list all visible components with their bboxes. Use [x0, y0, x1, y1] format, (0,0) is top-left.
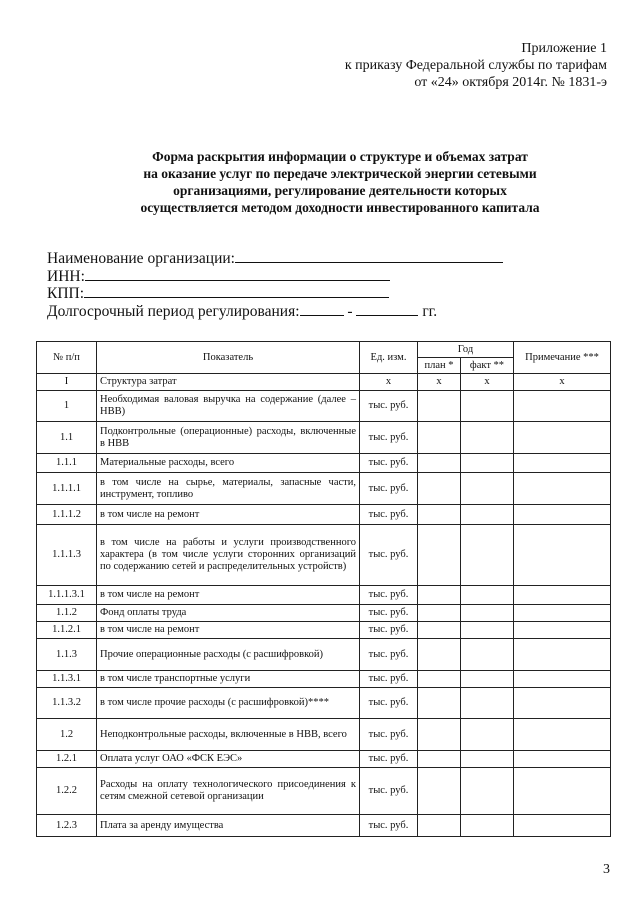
- inn-label: ИНН:: [47, 267, 85, 285]
- appendix-line-2: к приказу Федеральной службы по тарифам: [344, 58, 607, 73]
- row-note: [514, 751, 611, 768]
- row-indicator: Прочие операционные расходы (с расшифровкой): [97, 639, 360, 671]
- header-fact: факт **: [461, 358, 514, 374]
- row-unit: тыс. руб.: [360, 422, 418, 454]
- row-indicator: Неподконтрольные расходы, включенные в НВВ, всего: [97, 719, 360, 751]
- row-fact: [461, 525, 514, 586]
- row-num: 1.1.1.3.1: [37, 586, 97, 605]
- row-indicator: Необходимая валовая выручка на содержание (далее – НВВ): [97, 391, 360, 422]
- row-fact: [461, 454, 514, 473]
- row-plan: [418, 391, 461, 422]
- row-plan: [418, 671, 461, 688]
- row-unit: тыс. руб.: [360, 454, 418, 473]
- table-row: [37, 473, 611, 505]
- row-indicator: в том числе на работы и услуги производственного характера (в том числе услуги сторонних организаций по содержанию сетей и распределительных устройств): [97, 525, 360, 586]
- table-row: [37, 391, 611, 422]
- row-plan: x: [418, 374, 461, 391]
- row-fact: [461, 671, 514, 688]
- row-note: [514, 605, 611, 622]
- row-note: [514, 391, 611, 422]
- row-indicator: в том числе на ремонт: [97, 505, 360, 525]
- row-unit: тыс. руб.: [360, 671, 418, 688]
- appendix-line-3: от «24» октября 2014г. № 1831-э: [414, 75, 607, 90]
- table-row: [37, 454, 611, 473]
- table-row: [37, 586, 611, 605]
- row-num: 1.2: [37, 719, 97, 751]
- row-note: [514, 505, 611, 525]
- document-title: [60, 148, 620, 216]
- cost-structure-table: [36, 341, 611, 837]
- kpp-field: [47, 285, 503, 303]
- title-line-4: осуществляется методом доходности инвестированного капитала: [140, 200, 540, 215]
- table-row: [37, 525, 611, 586]
- title-line-2: на оказание услуг по передаче электрической энергии сетевыми: [143, 166, 537, 181]
- row-unit: тыс. руб.: [360, 525, 418, 586]
- row-num: 1.1.1.3: [37, 525, 97, 586]
- row-plan: [418, 505, 461, 525]
- table-row: [37, 768, 611, 815]
- row-note: [514, 525, 611, 586]
- row-fact: [461, 391, 514, 422]
- row-unit: тыс. руб.: [360, 622, 418, 639]
- row-note: [514, 688, 611, 719]
- row-unit: тыс. руб.: [360, 751, 418, 768]
- row-plan: [418, 719, 461, 751]
- row-note: [514, 454, 611, 473]
- row-indicator: Материальные расходы, всего: [97, 454, 360, 473]
- row-plan: [418, 639, 461, 671]
- row-indicator: в том числе на ремонт: [97, 622, 360, 639]
- table-row: [37, 605, 611, 622]
- period-suffix: гг.: [422, 302, 438, 320]
- table-row: [37, 505, 611, 525]
- row-plan: [418, 605, 461, 622]
- inn-field: [47, 268, 503, 286]
- period-start-blank: [300, 303, 344, 316]
- table-row: [37, 688, 611, 719]
- period-end-blank: [356, 303, 418, 316]
- row-unit: тыс. руб.: [360, 688, 418, 719]
- header-note: Примечание ***: [514, 342, 611, 374]
- row-unit: тыс. руб.: [360, 473, 418, 505]
- table-row: [37, 639, 611, 671]
- row-num: 1.2.2: [37, 768, 97, 815]
- row-unit: тыс. руб.: [360, 586, 418, 605]
- row-num: 1.1.3: [37, 639, 97, 671]
- row-indicator: Оплата услуг ОАО «ФСК ЕЭС»: [97, 751, 360, 768]
- row-plan: [418, 622, 461, 639]
- row-fact: [461, 768, 514, 815]
- table-row: [37, 719, 611, 751]
- row-note: [514, 671, 611, 688]
- row-unit: тыс. руб.: [360, 605, 418, 622]
- row-num: 1.1.1: [37, 454, 97, 473]
- row-num: 1.1.1.1: [37, 473, 97, 505]
- row-plan: [418, 688, 461, 719]
- inn-blank: [85, 268, 390, 281]
- row-plan: [418, 751, 461, 768]
- period-field: [47, 303, 503, 321]
- row-note: [514, 768, 611, 815]
- row-fact: [461, 719, 514, 751]
- period-dash: -: [347, 302, 353, 320]
- table-row: [37, 622, 611, 639]
- row-unit: тыс. руб.: [360, 505, 418, 525]
- row-fact: [461, 815, 514, 837]
- row-note: [514, 473, 611, 505]
- row-plan: [418, 815, 461, 837]
- row-num: 1.1.1.2: [37, 505, 97, 525]
- row-fact: [461, 505, 514, 525]
- row-indicator: Фонд оплаты труда: [97, 605, 360, 622]
- row-note: [514, 815, 611, 837]
- row-fact: [461, 639, 514, 671]
- org-name-blank: [235, 250, 503, 263]
- row-fact: [461, 622, 514, 639]
- row-indicator: в том числе транспортные услуги: [97, 671, 360, 688]
- row-plan: [418, 454, 461, 473]
- row-unit: тыс. руб.: [360, 815, 418, 837]
- kpp-label: КПП:: [47, 285, 85, 302]
- header-unit: Ед. изм.: [360, 342, 418, 374]
- header-plan: план *: [418, 358, 461, 374]
- kpp-blank: [84, 285, 389, 298]
- row-fact: [461, 586, 514, 605]
- table-row: [37, 751, 611, 768]
- row-fact: [461, 688, 514, 719]
- row-num: 1.1.2.1: [37, 622, 97, 639]
- table-row: [37, 374, 611, 391]
- row-plan: [418, 525, 461, 586]
- org-name-field: [47, 250, 503, 268]
- row-num: 1.1.2: [37, 605, 97, 622]
- row-indicator: Структура затрат: [97, 374, 360, 391]
- row-indicator: Подконтрольные (операционные) расходы, включенные в НВВ: [97, 422, 360, 454]
- row-unit: тыс. руб.: [360, 639, 418, 671]
- row-fact: [461, 422, 514, 454]
- row-unit: тыс. руб.: [360, 768, 418, 815]
- row-num: 1: [37, 391, 97, 422]
- row-note: [514, 622, 611, 639]
- table-row: [37, 671, 611, 688]
- row-note: [514, 719, 611, 751]
- row-indicator: в том числе на сырье, материалы, запасные части, инструмент, топливо: [97, 473, 360, 505]
- row-note: x: [514, 374, 611, 391]
- org-name-label: Наименование организации:: [47, 250, 235, 267]
- row-fact: [461, 751, 514, 768]
- row-unit: тыс. руб.: [360, 391, 418, 422]
- row-num: 1.2.3: [37, 815, 97, 837]
- header-indicator: Показатель: [97, 342, 360, 374]
- row-note: [514, 586, 611, 605]
- table-row: [37, 422, 611, 454]
- organization-fields: [47, 250, 503, 320]
- row-fact: x: [461, 374, 514, 391]
- row-num: 1.1.3.2: [37, 688, 97, 719]
- row-unit: x: [360, 374, 418, 391]
- row-indicator: Расходы на оплату технологического присоединения к сетям смежной сетевой организации: [97, 768, 360, 815]
- row-num: I: [37, 374, 97, 391]
- row-plan: [418, 473, 461, 505]
- header-year: Год: [418, 342, 514, 358]
- appendix-header: [345, 40, 607, 91]
- row-fact: [461, 473, 514, 505]
- table-row: [37, 815, 611, 837]
- row-indicator: Плата за аренду имущества: [97, 815, 360, 837]
- row-num: 1.2.1: [37, 751, 97, 768]
- title-line-3: организациями, регулирование деятельности которых: [173, 183, 507, 198]
- page-number: 3: [603, 862, 610, 877]
- row-note: [514, 422, 611, 454]
- row-fact: [461, 605, 514, 622]
- row-indicator: в том числе на ремонт: [97, 586, 360, 605]
- row-plan: [418, 768, 461, 815]
- row-plan: [418, 586, 461, 605]
- title-line-1: Форма раскрытия информации о структуре и объемах затрат: [152, 149, 528, 164]
- row-indicator: в том числе прочие расходы (с расшифровкой)****: [97, 688, 360, 719]
- row-plan: [418, 422, 461, 454]
- row-unit: тыс. руб.: [360, 719, 418, 751]
- period-label: Долгосрочный период регулирования:: [47, 302, 300, 320]
- appendix-line-1: Приложение 1: [521, 41, 607, 56]
- row-note: [514, 639, 611, 671]
- header-num: № п/п: [37, 342, 97, 374]
- row-num: 1.1.3.1: [37, 671, 97, 688]
- row-num: 1.1: [37, 422, 97, 454]
